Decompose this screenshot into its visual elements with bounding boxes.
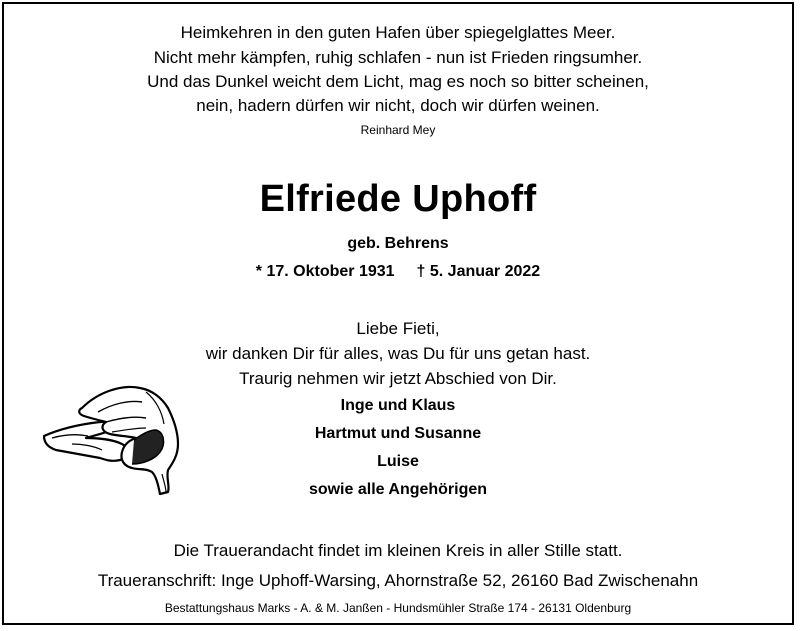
- poem-author: Reinhard Mey: [360, 123, 436, 137]
- funeral-home: Bestattungshaus Marks - A. & M. Janßen - Hundsmühler Straße 174 - 26131 Oldenburg: [164, 601, 632, 615]
- holding-hands-icon: [42, 378, 184, 496]
- mourner-4: sowie alle Angehörigen: [308, 481, 488, 498]
- obituary-notice: [2, 2, 794, 625]
- deceased-name: Elfriede Uphoff: [259, 178, 537, 220]
- message-line-2: wir danken Dir für alles, was Du für uns getan hast.: [205, 344, 591, 363]
- death-date: † 5. Januar 2022: [416, 263, 541, 280]
- poem-line-2: Nicht mehr kämpfen, ruhig schlafen - nun ist Frieden ringsumher.: [153, 48, 643, 67]
- mourner-2: Hartmut und Susanne: [314, 425, 482, 442]
- poem-line-3: Und das Dunkel weicht dem Licht, mag es noch so bitter scheinen,: [147, 72, 649, 91]
- mourning-address: Traueranschrift: Inge Uphoff-Warsing, Ahornstraße 52, 26160 Bad Zwischenahn: [97, 571, 699, 590]
- ceremony-note: Die Trauerandacht findet im kleinen Kreis in aller Stille statt.: [173, 541, 623, 560]
- mourner-3: Luise: [377, 453, 419, 470]
- poem-line-4: nein, hadern dürfen wir nicht, doch wir dürfen weinen.: [196, 96, 600, 115]
- life-dates: [4, 263, 792, 281]
- message-line-1: Liebe Fieti,: [356, 319, 440, 338]
- birth-date: * 17. Oktober 1931: [255, 263, 395, 280]
- mourner-1: Inge und Klaus: [340, 397, 456, 414]
- message-line-3: Traurig nehmen wir jetzt Abschied von Dir.: [239, 369, 557, 388]
- poem-line-1: Heimkehren in den guten Hafen über spiegelglattes Meer.: [180, 23, 616, 42]
- birth-name: geb. Behrens: [347, 235, 449, 252]
